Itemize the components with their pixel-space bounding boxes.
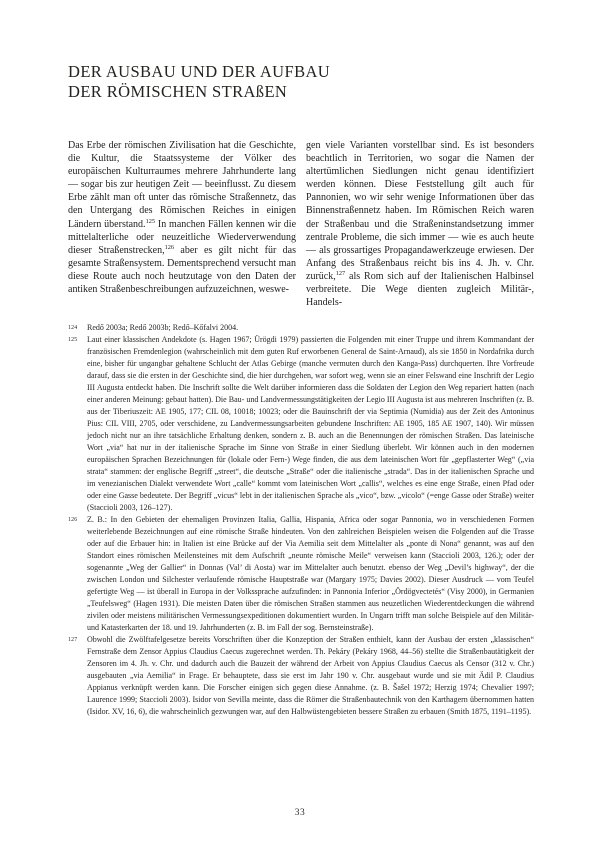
footnote-ref-127: 127 [335,269,346,277]
page-title [68,62,534,102]
body-right-text-2: als Rom sich auf der Italienischen Halbinsel verbreitete. Die Wege dienten zugleich Militär-, Handels- [306,270,534,309]
paragraph-left [68,139,296,296]
page-title-line2: DER RÖMISCHEN STRAßEN [68,82,288,101]
body-right-text-1: gen viele Varianten vorstellbar sind. Es ist besonders beachtlich in Territorien, wo sogar die Namen der altertümlichen Siedlungen nicht genau identifiziert werden können. Diese Feststellung gilt auch für Pannonien, wo wir sehr wenige Informationen über das Binnenstraßennetz haben. Im Römischen Reich waren der Straßenbau und die Straßeninstandsetzung immer zentrale Probleme, die sich immer — wie es auch heute — als grossartiges Propagandawerkzeuge erwiesen. Der Anfang des Straßenbaus reicht bis ins 4. Jh. v. Chr. zurück, [306,140,534,282]
body-text [68,139,534,309]
footnote-124 [68,322,534,334]
page-title-line1: DER AUSBAU UND DER AUFBAU [68,62,331,81]
footnote-126 [68,514,534,634]
footnote-ref-125: 125 [145,217,156,225]
body-left-text-3: aber es gilt nicht für das gesamte Straßensystem. Dementsprechend versucht man diese Route auch noch heutzutage von den Daten der antiken Straßenbeschreibungen aufzuzeichnen, weswe- [68,244,296,296]
footnote-ref-126: 126 [164,243,175,251]
footnote-text: Redő 2003a; Redő 2003b; Redő–Kőfalvi 2004. [87,323,239,333]
footnote-number: 127 [68,637,78,644]
footnote-text: Laut einer klassischen Andekdote (s. Hagen 1967; Ürögdi 1979) passierten die Folgenden mit einer Truppe und ihrem Kommandant der französischen Fremdenlegion (wahrscheinlich mit dem guten Ruf erworbenen General de Saint-Arnaud), als sie 1850 in Nordafrika durch eine, bisher für ungangbar gehaltene Schlucht der Atlas Gebirge (manche vermuten durch den Kanga-Pass) durchquerten. Ihre Vorfreude darauf, dass sie die ersten in der Geschichte sind, die hier durchgehen, war sofort weg, wenn sie an einer Felswand eine Inschrift der Legio III Augusta entdeckt haben. Die Inschrift sollte die Welt darüber informieren dass die Soldaten der Legion den Weg repariert hatten (nach einer anderen Meinung: gebaut hatten). Die Bau- und Landvermessungstätigkeiten der Legio III Augusta ist aus mehreren Inschriften (z. B. aus der Tiberiuszeit: AE 1905, 177; CIL 08, 10018; 10023; oder die Bauinschrift der via Septimia (Numidia) aus der Zeit des Antoninus Pius: CIL VIII, 2705, oder verschidene, zu Landvermessungsarbeiten gebundene Inschriften: AE 1905, 185 AE 1907, 140). Wir müssen jedoch nicht nur an ihre tatsächliche Erhaltung denken, sondern z. B. auch an die Benennungen der römischen Straßen. Das lateinische Wort „via“ hat nur in der italienische Sprache im Sinne von Straße in einer Siedlung überlebt. Wir können auch in den modernen europäischen Sprachen Bezeichnungen für (lokale oder Fern-) Wege finden, die aus dem lateinischen Wort für „gepflasterter Weg“ („via strata“ stammen: der englische Begriff „street“, die deutsche „Straße“ oder die italienische „strada“. Das in der italienischen Sprache und im venezianischen Dialekt verwendete Wort „calle“ kommt vom lateinischen Wort „callis“, welches es eine enge Straße, einen Pfad oder oder eine Gasse bedeutete. Der Begriff „vicus“ lebt in der italienischen Sprache als „vico“, bzw. „vicolo“ (=enge Gasse oder Straße) weiter (Staccioli 2003, 126–127). [87,335,534,513]
footnotes-section [68,322,534,718]
footnote-127 [68,634,534,718]
footnote-number: 126 [68,517,78,524]
body-column-right [306,139,534,309]
page-number: 33 [294,808,306,818]
footnote-number: 125 [68,337,78,344]
page-content [68,62,534,718]
body-left-text-1: Das Erbe der römischen Zivilisation hat die Geschichte, die Kultur, die Staatssysteme der Völker des europäischen Kulturraumes mehrere Jahrhunderte lang — sogar bis zur heutigen Zeit — beeinflusst. Zu diesem Erbe zählt man oft unter das römische Straßennetz, das den Untergang des Römischen Reiches in einigen Ländern überstand. [68,140,296,230]
footnote-number: 124 [68,325,78,332]
body-column-left [68,139,296,309]
footnote-text: Z. B.: In den Gebieten der ehemaligen Provinzen Italia, Gallia, Hispania, Africa oder sogar Pannonia, wo in verschiedenen Formen weiterlebende Bezeichnungen auf eine römische Straße hindeuten. Von den zahlreichen Beispielen weisen die Folgenden auf die Trasse oder auf die Erbauer hin: in Italien ist eine Brücke auf der Via Aemilia seit dem Mittelalter als „ponte di Nona“ genannt, was auf den Standort eines römischen Meilensteines mit dem Aufschrift „neunte römische Meile“ verweisen kann (Staccioli 2003, 126.); oder der sogenannte „Weg der Gallier“ in Donnas (Val’ di Aosta) war im Mittelalter auch benutzt. ebenso der Weg „Devil’s highway“, der die zwischen London und Silchester verlaufende römische Hauptstraße war (Margary 1975; Davies 2002). Dieser Ausdruck — vom Teufel gefertigte Weg — ist überall in Europa in der Volkssprache aufzufinden: in Pannonia Inferior „Ördögvectetés“ (Visy 2000), in Germanien „Teufelsweg“ (Hagen 1931). Die meisten Daten über die römischen Straßen stammen aus neuzetlichen Wiederentdeckungen die während zivilen oder meistens militärischen Vermessungsexpeditionen dokumentiert wurden. In Ungarn trifft man solche Beispiele auf den Militär- und Katasterkarten der 18. und 19. Jahrhunderten (z. B. im Fall der sog. Bernsteinstraße). [87,515,534,633]
footnote-125 [68,334,534,514]
footnote-text: Obwohl die Zwölftafelgesetze bereits Vorschriften über die Konzeption der Straßen enthielt, kann der Ausbau der ersten „klassischen“ Fernstraße dem Zensor Appius Claudius Caecus zugerechnet werden. Th. Pekáry (Pekáry 1968, 44–56) stellte die Straßenbautätigkeit der Zensoren im 4. Jh. v. Chr. und dadurch auch die Bauzeit der während der Arbeit von Appius Claudius Caecus als Censor (312 v. Chr.) ausgebauten „via Aemilia“ in Frage. Er behauptete, dass sie erst im Jahr 190 v. Chr. ausgebaut wurde und sie mit Ädil P. Claudius Appianus verknüpft werden kann. Die Forscher einigen sich gegen diese Annahme. (z. B. Šašel 1972; Herzig 1974; Chevalier 1997; Laurence 1999; Staccioli 2003). Isidor von Sevilla meinte, dass die Römer die Straßenbautechnik von den Karthagern übernommen hatten (Isidor. XV, 16, 6), die wahrscheinlich gezwungen war, auf den Halbwüstengebieten bessere Straßen zu erbauen (Smith 1875, 1191–1195). [87,635,534,717]
body-left-text-2: In manchen Fällen kennen wir die mittelalterliche oder neuzeitliche Wiederverwendung dieser Straßenstrecken, [68,218,297,256]
paragraph-right [306,139,534,309]
